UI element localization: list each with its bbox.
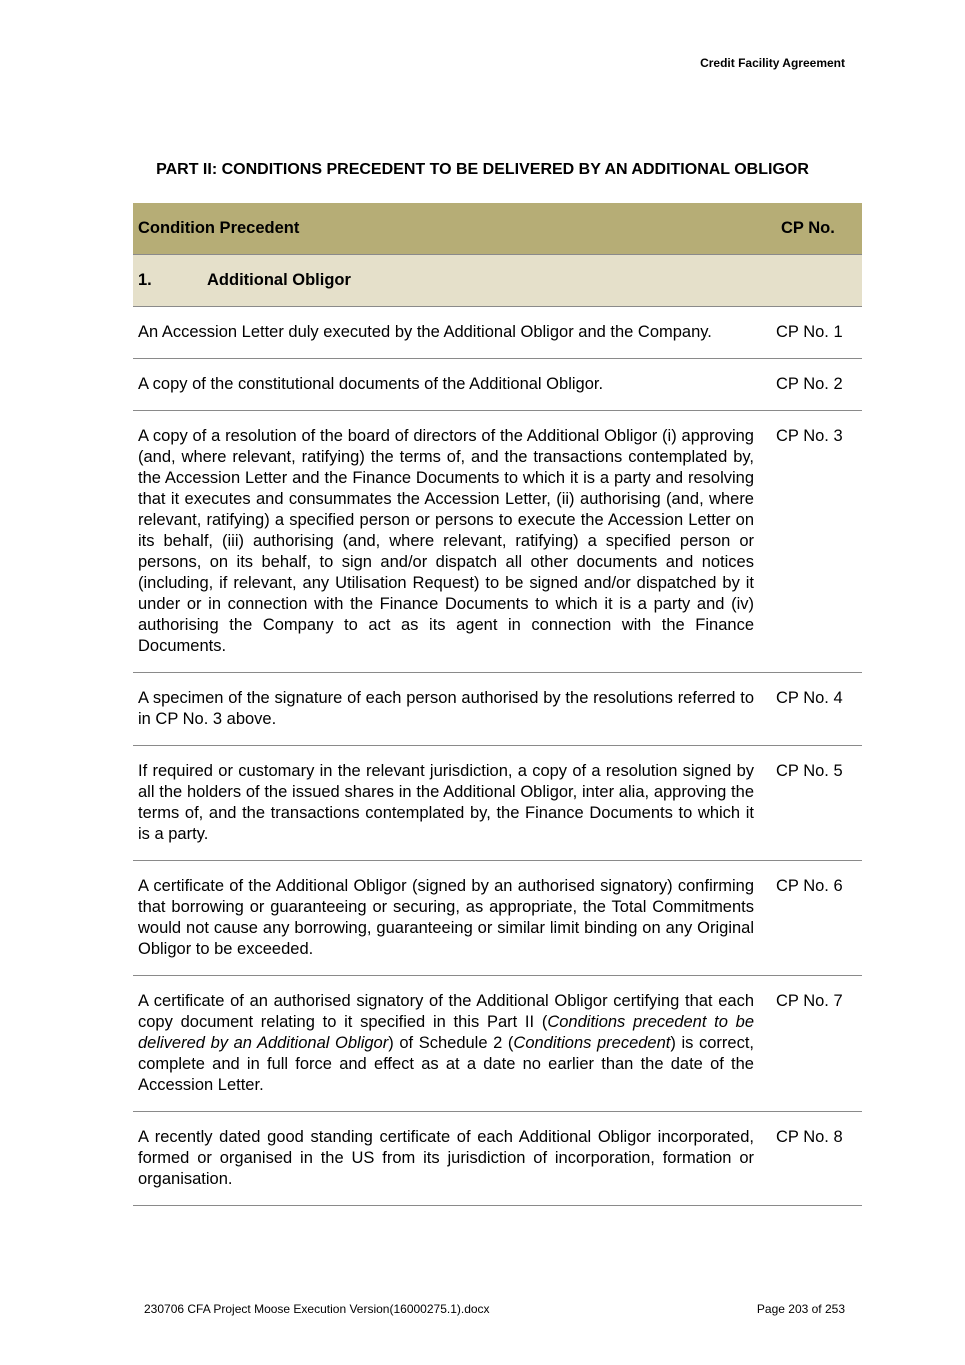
table-row — [133, 976, 862, 1112]
running-header: Credit Facility Agreement — [700, 56, 845, 70]
condition-text: A copy of a resolution of the board of directors of the Additional Obligor (i) approving (and, where relevant, ratifying) the terms of, and the transactions contemplated by, the Accession Letter and the Finance Documents to which it is a party and resolving that it executes and consummates the Accession Letter, (ii) authorising (and, where relevant, ratifying) a specified person or persons to execute the Accession Letter on its behalf, (iii) authorising (and, where relevant, ratifying) a specified person or persons, on its behalf, to sign and/or dispatch all other documents and notices (including, if relevant, any Utilisation Request) to be signed and/or dispatched by it under or in connection with the Finance Documents to which it is a party and (iv) authorising the Company to act as its agent in connection with the Finance Documents. — [133, 411, 762, 673]
table-row — [133, 359, 862, 411]
condition-text: A specimen of the signature of each person authorised by the resolutions referred to in CP No. 3 above. — [133, 673, 762, 746]
cp-number: CP No. 7 — [762, 976, 862, 1112]
table-row — [133, 746, 862, 861]
condition-text: An Accession Letter duly executed by the Additional Obligor and the Company. — [133, 307, 762, 359]
condition-text: A certificate of the Additional Obligor (signed by an authorised signatory) confirming that borrowing or guaranteeing or securing, as appropriate, the Total Commitments would not cause any borrowing, guaranteeing or similar limit binding on any Original Obligor to be exceeded. — [133, 861, 762, 976]
condition-text-italic: Conditions precedent to be delivered by an Additional Obligor — [138, 1013, 754, 1052]
section-cp-cell — [762, 255, 862, 307]
section-heading — [133, 255, 762, 307]
table-row — [133, 1112, 862, 1206]
table-header-row — [133, 203, 862, 255]
footer-document-name: 230706 CFA Project Moose Execution Version(16000275.1).docx — [144, 1302, 490, 1316]
condition-text: A copy of the constitutional documents of the Additional Obligor. — [133, 359, 762, 411]
condition-text-part: ) of Schedule 2 ( — [388, 1034, 514, 1052]
cp-number: CP No. 1 — [762, 307, 862, 359]
condition-text: A recently dated good standing certificate of each Additional Obligor incorporated, formed or organised in the US from its jurisdiction of incorporation, formation or organisation. — [133, 1112, 762, 1206]
conditions-precedent-table — [133, 203, 862, 1206]
condition-text-part: ) is correct, complete and in full force and effect as at a date no earlier than the date of the Accession Letter. — [138, 1034, 755, 1094]
section-title: Additional Obligor — [207, 271, 351, 289]
condition-text: If required or customary in the relevant jurisdiction, a copy of a resolution signed by all the holders of the issued shares in the Additional Obligor, inter alia, approving the terms of, and the transactions contemplated by, the Finance Documents to which it is a party. — [133, 746, 762, 861]
column-header-cp-no: CP No. — [762, 203, 862, 255]
cp-number: CP No. 6 — [762, 861, 862, 976]
condition-text — [133, 976, 762, 1112]
column-header-condition: Condition Precedent — [133, 203, 762, 255]
table-row — [133, 307, 862, 359]
part-title: PART II: CONDITIONS PRECEDENT TO BE DELIVERED BY AN ADDITIONAL OBLIGOR — [156, 161, 809, 178]
section-row — [133, 255, 862, 307]
table-row — [133, 861, 862, 976]
table-row — [133, 673, 862, 746]
cp-number: CP No. 8 — [762, 1112, 862, 1206]
cp-number: CP No. 4 — [762, 673, 862, 746]
cp-number: CP No. 5 — [762, 746, 862, 861]
footer-page-number: Page 203 of 253 — [756, 1302, 845, 1316]
table-row — [133, 411, 862, 673]
cp-number: CP No. 3 — [762, 411, 862, 673]
condition-text-part: A certificate of an authorised signatory of the Additional Obligor certifying that each copy document relating to it specified in this Part II ( — [138, 992, 754, 1031]
section-number: 1. — [138, 271, 152, 289]
cp-number: CP No. 2 — [762, 359, 862, 411]
condition-text-italic: Conditions precedent — [513, 1034, 671, 1052]
